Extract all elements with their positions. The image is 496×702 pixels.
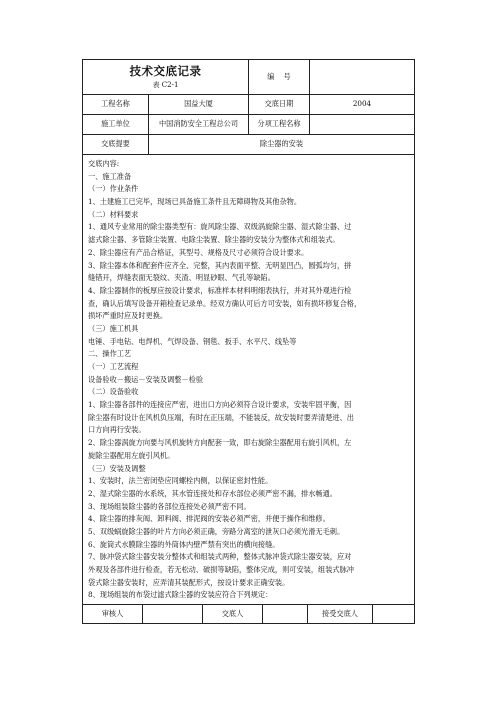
content-line: （三）安装及调整 <box>88 463 146 473</box>
content-line: （一）工艺流程 <box>88 362 139 371</box>
content-line: 电锤、手电钻、电焊机、气焊设备、钢毯、扳手、水平尺、线坠等 <box>88 336 297 346</box>
content-line: 7、脉冲袋式除尘器安装分整体式和组装式两种，整体式脉冲袋式除尘器安装，应对 <box>88 552 352 562</box>
title-block <box>83 60 249 95</box>
discloser-value <box>263 605 308 624</box>
content-line: （二）设备验收 <box>88 387 139 397</box>
content-line: 外观及各部件进行检查，若无松动、破损等缺陷，整体完成，则可安装，组装式脉冲 <box>88 565 354 574</box>
content-line: 缝错开，焊缝表面无裂纹、夹渣、明显砂眼、气孔等缺陷。 <box>88 273 275 283</box>
content-line: 滤式除尘器、多管除尘装置、电除尘装置、除尘器的安装分为整体式和组装式。 <box>88 235 340 245</box>
reviewer-label: 审核人 <box>83 605 143 624</box>
content-line: 3、除尘器本体和配套件应齐全、完整，其内表面平整、无明显凹凸，圆弧均匀，拼 <box>88 260 352 270</box>
date-value: 2004 <box>310 95 415 115</box>
signature-table <box>82 604 415 624</box>
content-line: （一）作业条件 <box>88 184 139 194</box>
form-title: 技术交底记录 <box>129 63 202 78</box>
disclosure-form <box>82 59 414 624</box>
content-line: 旋除尘器配用左旋引风机。 <box>88 450 175 460</box>
content-line: 2、除尘器涡旋方向要与风机旋转方向配套一致，即右旋除尘器配用右旋引风机，左 <box>88 438 352 448</box>
content-line: 4、除尘器的排灰阀、卸料阀、排泥阀的安装必须严密，并便于操作和维修。 <box>88 514 330 524</box>
number-value <box>310 60 415 95</box>
content-line: 2、除尘器应有产品合格证，其型号、规格及尺寸必须符合设计要求。 <box>88 247 309 257</box>
reviewer-value <box>143 605 203 624</box>
content-line: 5、双级蜗旋除尘器的叶片方向必须正确，旁路分离室的泄灰口必须光滑无毛刺。 <box>88 526 345 536</box>
content-line: 查，确认后填写设备开箱检查记录单。经双方确认可后方可安装，如有损坏修复合格， <box>88 298 362 308</box>
number-label: 编 号 <box>249 60 310 95</box>
form-table <box>82 59 415 605</box>
content-line: 交底内容: <box>88 159 120 168</box>
subproject-value <box>310 115 415 135</box>
content-line: 1、除尘器各部件的连接应严密，进出口方向必须符合设计要求，安装牢固平衡，因 <box>88 400 352 410</box>
content-line: 设备验收－搬运－安装及调整－检验 <box>88 374 204 384</box>
disclosure-content <box>83 155 415 605</box>
content-lines <box>88 158 409 602</box>
content-line: 一、施工准备 <box>88 171 132 181</box>
date-label: 交底日期 <box>249 95 310 115</box>
content-line: 除尘器有时设计在风机负压端，有时在正压端，不能装反，故安装时要弄清楚进、出 <box>88 412 354 422</box>
content-line: 1、通风专业常用的除尘器类型有：旋风除尘器、双级涡旋除尘器、湿式除尘器、过 <box>88 222 352 232</box>
discloser-label: 交底人 <box>203 605 263 624</box>
content-line: 3、现场组装除尘器的各部位连接处必须严密不同。 <box>88 501 251 511</box>
content-line: 口方向再行安装。 <box>88 425 146 435</box>
content-line: （二）材料要求 <box>88 209 139 219</box>
content-line: 6、旋筒式水膜除尘器的外筒体内壁严禁有突出的横向接缝。 <box>88 539 280 549</box>
receiver-label: 接受交底人 <box>308 605 373 624</box>
content-line: 2、湿式除尘器的水系统，其水管连接处和存水部位必须严密不漏，排水畅通。 <box>88 488 337 498</box>
summary-value: 除尘器的安装 <box>149 135 415 155</box>
content-line: 1、土建施工已完毕，现场已具备施工条件且无障碍物及其他杂物。 <box>88 197 302 207</box>
content-line: 4、除尘器制作的板厚应按设计要求，标准样本材料明细表执行，并对其外观进行检 <box>88 285 352 295</box>
subproject-label: 分项工程名称 <box>249 115 310 135</box>
content-line: 袋式除尘器安装时，应弄清其装配形式，按设计要求正确安装。 <box>88 577 290 587</box>
content-line: 损坏严重时应及时更换。 <box>88 311 168 321</box>
content-line: （三）施工机具 <box>88 323 139 333</box>
project-name-label: 工程名称 <box>83 95 149 115</box>
receiver-value <box>373 605 415 624</box>
summary-label: 交底提要 <box>83 135 149 155</box>
content-line: 8、现场组装的布袋过滤式除尘器的安装应符合下列规定： <box>88 590 273 600</box>
project-name-value: 国益大厦 <box>149 95 249 115</box>
form-code: 表 C2-1 <box>152 80 179 89</box>
content-line: 1、安装时，法兰密闭垫应同螺栓内侧，以保证密封性能。 <box>88 476 273 486</box>
unit-label: 施工单位 <box>83 115 149 135</box>
content-line: 二、操作工艺 <box>88 349 132 359</box>
unit-value: 中国消防安全工程总公司 <box>149 115 249 135</box>
